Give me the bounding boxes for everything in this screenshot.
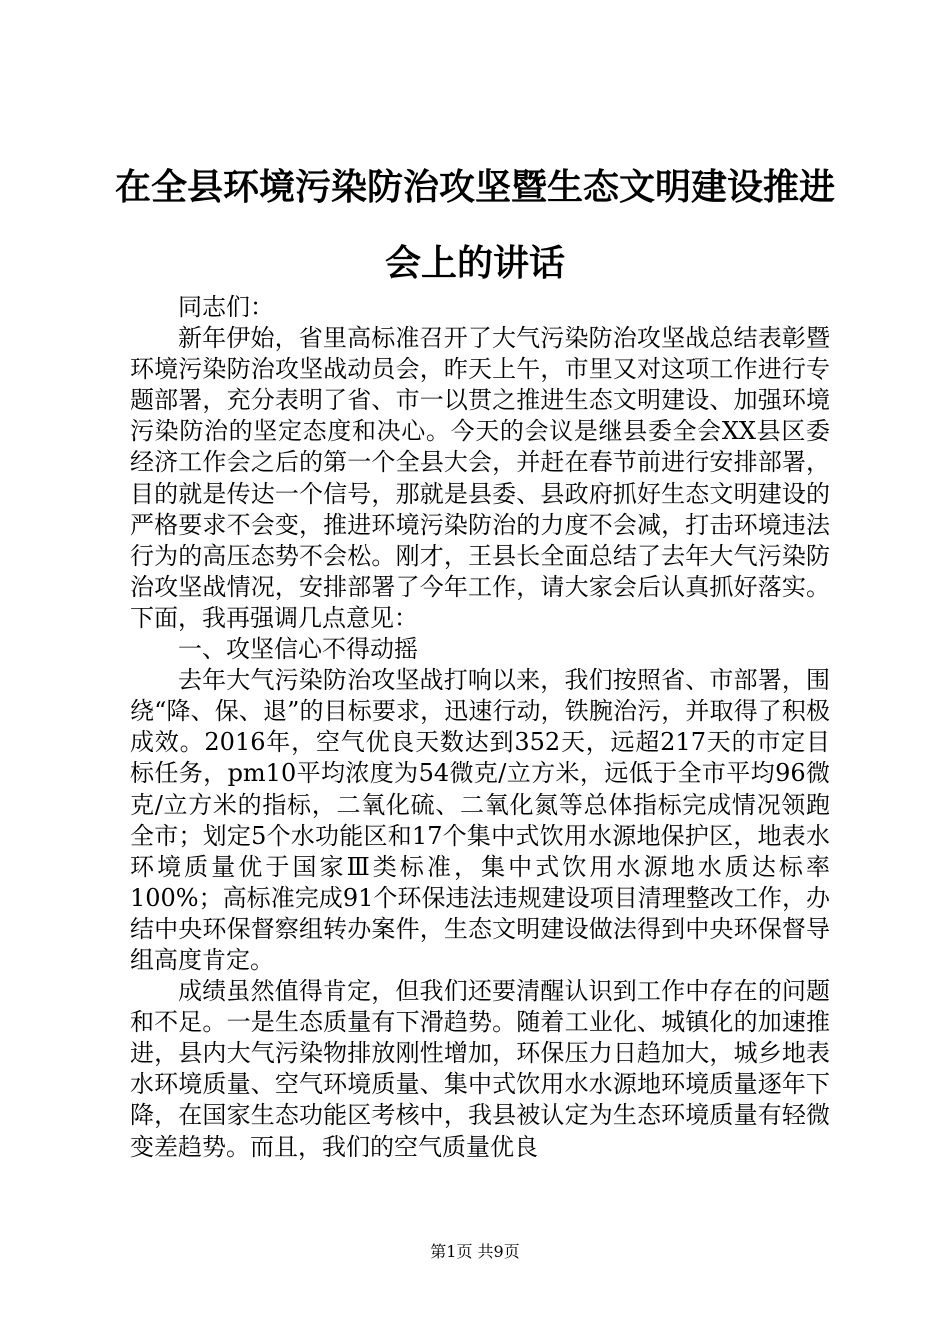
document-body xyxy=(130,292,830,1163)
salutation: 同志们： xyxy=(178,293,274,321)
document-title: 在全县环境污染防治攻坚暨生态文明建设推进会上的讲话 xyxy=(114,167,835,284)
section-heading: 一、攻坚信心不得动摇 xyxy=(178,635,418,664)
body-paragraph: 成绩虽然值得肯定，但我们还要清醒认识到工作中存在的问题和不足。一是生态质量有下滑趋势。随着工业化、城镇化的加速推进，县内大气污染物排放刚性增加，环保压力日趋加大，城乡地表水环境质量、空气环境质量、集中式饮用水水源地环境质量逐年下降，在国家生态功能区考核中，我县被认定为生态环境质量有轻微变差趋势。而且，我们的空气质量优良 xyxy=(130,977,830,1161)
body-paragraph: 新年伊始，省里高标准召开了大气污染防治攻坚战总结表彰暨环境污染防治攻坚战动员会，昨天上午，市里又对这项工作进行专题部署，充分表明了省、市一以贯之推进生态文明建设、加强环境污染防治的坚定态度和决心。今天的会议是继县委全会XX县区委经济工作会之后的第一个全县大会，并赶在春节前进行安排部署，目的就是传达一个信号，那就是县委、县政府抓好生态文明建设的严格要求不会变，推进环境污染防治的力度不会减，打击环境违法行为的高压态势不会松。刚才，王县长全面总结了去年大气污染防治攻坚战情况，安排部署了今年工作，请大家会后认真抓好落实。下面，我再强调几点意见： xyxy=(130,324,830,632)
body-paragraph: 去年大气污染防治攻坚战打响以来，我们按照省、市部署，围绕“降、保、退”的目标要求，迅速行动，铁腕治污，并取得了积极成效。2016年，空气优良天数达到352天，远超217天的市定目标任务，pm10平均浓度为54微克/立方米，远低于全市平均96微克/立方米的指标，二氧化硫、二氧化氮等总体指标完成情况领跑全市；划定5个水功能区和17个集中式饮用水源地保护区，地表水环境质量优于国家Ⅲ类标准，集中式饮用水源地水质达标率100%；高标准完成91个环保违法违规建设项目清理整改工作，办结中央环保督察组转办案件，生态文明建设做法得到中央环保督导组高度肯定。 xyxy=(130,666,830,974)
page-footer: 第1页 共9页 xyxy=(430,1242,520,1261)
